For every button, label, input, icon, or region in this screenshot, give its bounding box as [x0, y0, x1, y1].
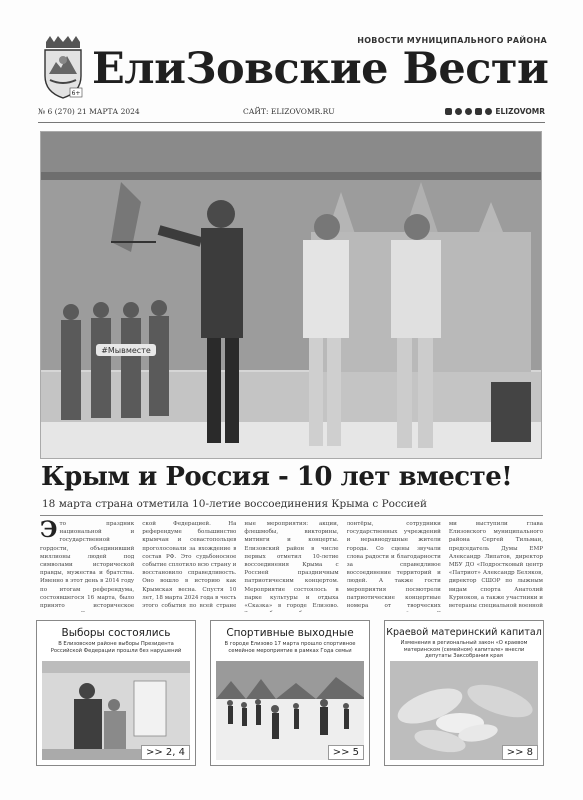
- masthead-info-bar: [38, 107, 545, 119]
- page-reference[interactable]: >> 8: [502, 745, 538, 760]
- teaser-title: Спортивные выходные: [226, 627, 354, 639]
- teaser-maternity-capital[interactable]: [384, 620, 544, 766]
- masthead-tagline: НОВОСТИ МУНИЦИПАЛЬНОГО РАЙОНА: [357, 36, 547, 45]
- main-headline: Крым и Россия - 10 лет вместе!: [41, 462, 513, 492]
- photo-banner-text: #Мывместе: [101, 346, 151, 355]
- article-text: лонтёры, сотрудники государственных учреждений и неравнодушные жители города. Со сцены звучали слова радости и благодарности за справедливое воссоединение территорий и людей. А также гости мероприятия посмотрели патриотические концертные номера от творческих: [346, 521, 441, 610]
- article-text: ные мероприятия: акции, флешмобы, викторины, митинги и концерты. Елизовский район в числе первых отметил 10-летие воссоединения Крыма с Россией праздничным патриотическим концертом. Мероприятие состоялось в парке культуры и отдыха «Сказка» в городе Елизово.: [244, 521, 339, 610]
- article-text: ми выступили глава Елизовского муниципального района Сергей Тильман, председатель Думы ЕМР Александр Липатов, директор МБУ ДО «Подростковый центр «Патриот» Александр Беляков, директор СШОР по лыжным видам спорта Анатолий Курноков, а также участники и ветераны специальной военной: [448, 521, 543, 610]
- article-column-2: [142, 520, 236, 612]
- drop-cap: Э: [40, 520, 58, 543]
- article-column-4: [347, 520, 441, 612]
- newspaper-title: ЕлиЗовские Вести: [92, 44, 549, 94]
- concert-stage-image: [41, 132, 542, 459]
- dzen-icon[interactable]: [455, 108, 462, 115]
- teaser-title: Выборы состоялись: [61, 627, 171, 639]
- odnoklassniki-icon[interactable]: [485, 108, 492, 115]
- teaser-text: В городе Елизово 17 марта прошло спортивное семейное мероприятие в рамках Года семьи: [224, 641, 356, 654]
- masthead-divider: [38, 122, 545, 123]
- article-column-3: [244, 520, 338, 612]
- coat-of-arms-icon: [40, 34, 86, 102]
- article-column-5: [449, 520, 543, 612]
- teaser-text: В Елизовском районе выборы Президента Российской Федерации прошли без нарушений: [50, 641, 182, 654]
- issue-number-date: № 6 (270) 21 МАРТА 2024: [38, 107, 140, 116]
- article-text: то праздник национальной и государственной гордости, объединивший миллионы людей под символами исторической правды, мужества и братства. Именно в этот день в 2014 году по итогам референдума, состоявшегося 16 марта, было принято историческое: [40, 521, 135, 610]
- page-reference[interactable]: >> 2, 4: [141, 745, 190, 760]
- telegram-icon[interactable]: [465, 108, 472, 115]
- main-story-photo: [40, 131, 542, 459]
- article-body: [40, 520, 543, 612]
- subhead-divider: [40, 515, 543, 516]
- page-reference[interactable]: >> 5: [328, 745, 364, 760]
- teaser-text: Изменения в региональный закон «О краевом материнском (семейном) капитале» внесли депутаты Заксобрания края: [400, 640, 528, 660]
- article-text: ской Федерацией. На референдуме большинство крымчан и севастопольцев проголосовали за вхождение в состав РФ. Это судьбоносное событие сплотило всю страну и восстановило справедливость. Оно вошло в историю как Крымская весна. Спустя 10 лет, 18 марта 2024 года в честь этого события по всей стране: [142, 521, 237, 610]
- article-column-1: [40, 520, 134, 612]
- website-link[interactable]: САЙТ: ELIZOVOMR.RU: [243, 107, 335, 116]
- teaser-sports[interactable]: [210, 620, 370, 766]
- social-links: [445, 107, 545, 116]
- vk-icon[interactable]: [475, 108, 482, 115]
- main-subheadline: 18 марта страна отметила 10-летие воссоединения Крыма с Россией: [42, 498, 427, 510]
- age-rating-badge: 6+: [71, 90, 81, 97]
- teaser-elections[interactable]: [36, 620, 196, 766]
- teaser-row: [36, 620, 546, 766]
- social-handle: ELIZOVOMR: [495, 107, 545, 116]
- teaser-title: Краевой материнский капитал: [386, 627, 542, 638]
- rutube-icon[interactable]: [445, 108, 452, 115]
